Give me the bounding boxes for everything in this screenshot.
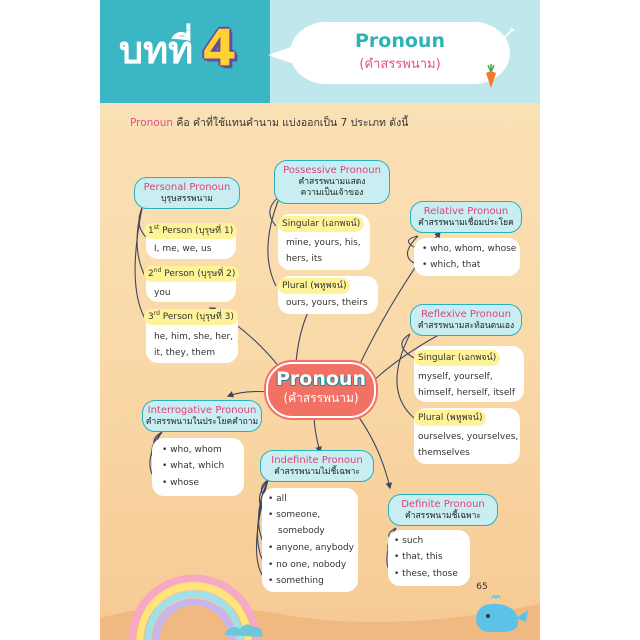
indefinite-pronoun-title: Indefinite Pronoun (271, 455, 363, 466)
possessive-pronoun-pill (274, 160, 390, 204)
definite-item: • that, this (394, 550, 443, 564)
possessive-plural-items: ours, yours, theirs (286, 298, 368, 308)
possessive-pronoun-title: Possessive Pronoun (283, 165, 381, 176)
first-person-text: Person (บุรุษที่ 1) (159, 226, 234, 236)
worksheet (100, 0, 540, 640)
reflexive-plural-label: Plural (พหูพจน์) (414, 410, 486, 426)
definite-pronoun-title: Definite Pronoun (401, 499, 485, 510)
possessive-singular-items-2: hers, its (286, 254, 323, 264)
chapter-number: 4 (202, 19, 237, 77)
first-person-items: I, me, we, us (154, 244, 212, 254)
reflexive-singular-label: Singular (เอกพจน์) (414, 350, 500, 366)
interrogative-pronoun-title: Interrogative Pronoun (147, 405, 257, 416)
personal-pronoun-pill (134, 177, 240, 209)
possessive-plural-label: Plural (พหูพจน์) (278, 278, 350, 294)
interrogative-item: • whose (162, 476, 199, 490)
reflexive-plural-items-1: ourselves, yourselves, (418, 432, 519, 442)
central-topic (266, 362, 376, 418)
third-person-ordinal: 3 (148, 312, 154, 322)
rainbow-icon (114, 565, 284, 640)
third-person-sup: rd (153, 310, 160, 317)
intro-definition: คือ คำที่ใช้แทนคำนาม แบ่งออกเป็น 7 ประเภท ดังนี้ (173, 117, 409, 129)
second-person-sup: nd (153, 267, 162, 274)
relative-pronoun-pill (410, 201, 522, 233)
second-person-ordinal: 2 (148, 269, 154, 279)
definite-pronoun-title-th: คำสรรพนามชี้เฉพาะ (405, 511, 481, 521)
first-person-ordinal: 1 (148, 226, 154, 236)
interrogative-pronoun-title-th: คำสรรพนามในประโยคคำถาม (145, 417, 259, 427)
central-topic-th: (คำสรรพนาม) (283, 391, 359, 405)
reflexive-pronoun-title-th: คำสรรพนามสะท้อนตนเอง (417, 321, 515, 331)
relative-pronoun-title-th: คำสรรพนามเชื่อมประโยค (418, 218, 514, 228)
reflexive-pronoun-pill (410, 304, 522, 336)
possessive-singular-label: Singular (เอกพจน์) (278, 216, 364, 232)
whale-icon (472, 592, 532, 636)
reflexive-plural-items-2: themselves (418, 448, 470, 458)
indefinite-item: • something (268, 574, 324, 588)
indefinite-item: • no one, nobody (268, 558, 346, 572)
relative-item: • which, that (422, 258, 480, 272)
personal-pronoun-title-th: บุรุษสรรพนาม (161, 194, 213, 204)
indefinite-item: • someone, (268, 508, 320, 522)
indefinite-item: • anyone, anybody (268, 541, 354, 555)
page-title: Pronoun (355, 30, 445, 52)
indefinite-item: • all (268, 492, 287, 506)
page-subtitle: (คำสรรพนาม) (359, 57, 441, 72)
interrogative-item: • who, whom (162, 443, 222, 457)
third-person-items-2: it, they, them (154, 348, 216, 358)
third-person-label (144, 309, 238, 325)
interrogative-pronoun-pill (142, 400, 262, 432)
relative-item: • who, whom, whose (422, 242, 516, 256)
indefinite-pronoun-pill (260, 450, 374, 482)
first-person-label (144, 223, 237, 239)
reflexive-pronoun-title: Reflexive Pronoun (421, 309, 511, 320)
intro-term: Pronoun (130, 117, 174, 129)
possessive-pronoun-title-th-2: ความเป็นเจ้าของ (300, 188, 364, 198)
reflexive-singular-items-1: myself, yourself, (418, 372, 493, 382)
third-person-text: Person (บุรุษที่ 3) (159, 312, 234, 322)
central-topic-en: Pronoun (276, 368, 366, 390)
relative-pronoun-title: Relative Pronoun (423, 206, 509, 217)
reflexive-singular-items-2: himself, herself, itself (418, 388, 516, 398)
second-person-label (144, 266, 239, 282)
second-person-items: you (154, 288, 171, 298)
definite-item: • these, those (394, 567, 458, 581)
chapter-label: บทที่ (119, 28, 194, 72)
third-person-items-1: he, him, she, her, (154, 332, 234, 342)
page-number: 65 (476, 582, 488, 592)
personal-pronoun-title: Personal Pronoun (143, 182, 231, 193)
interrogative-item: • what, which (162, 459, 224, 473)
first-person-sup: st (153, 224, 160, 231)
indefinite-item-continued: somebody (278, 526, 325, 536)
indefinite-pronoun-title-th: คำสรรพนามไม่ชี้เฉพาะ (274, 467, 360, 477)
possessive-pronoun-title-th-1: คำสรรพนามแสดง (298, 177, 366, 187)
definite-item: • such (394, 534, 423, 548)
possessive-singular-items-1: mine, yours, his, (286, 238, 361, 248)
definite-pronoun-pill (388, 494, 498, 526)
second-person-text: Person (บุรุษที่ 2) (161, 269, 236, 279)
